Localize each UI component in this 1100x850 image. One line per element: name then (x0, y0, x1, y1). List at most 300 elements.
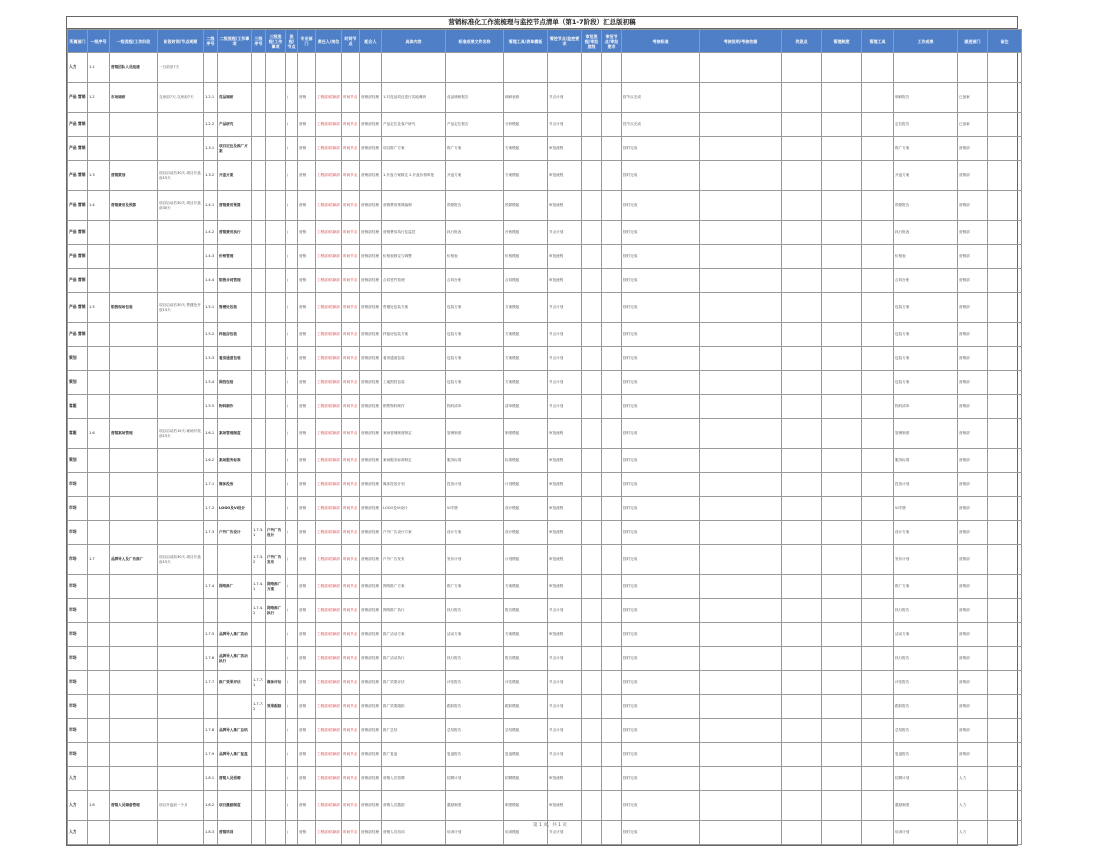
table-cell (602, 647, 622, 671)
table-cell (286, 53, 298, 83)
table-cell (988, 497, 1022, 521)
table-cell: 品牌导入及广告推广 (110, 545, 158, 575)
table-cell: 设计模板 (504, 497, 548, 521)
table-cell (582, 545, 602, 575)
table-cell: 营销 (298, 791, 316, 821)
table-cell: 激励制度 (446, 791, 504, 821)
table-cell: 营销部 (958, 293, 988, 323)
table-cell: 营销部经理 (360, 521, 382, 545)
table-cell (582, 473, 602, 497)
table-cell (602, 323, 622, 347)
table-cell: / (286, 419, 298, 449)
table-cell (266, 161, 286, 191)
table-cell (862, 419, 894, 449)
table-cell: 营销部 (958, 695, 988, 719)
table-cell (782, 719, 822, 743)
table-cell: 1.7.2 (204, 497, 218, 521)
table-cell (782, 371, 822, 395)
table-cell (218, 545, 252, 575)
table-cell (158, 767, 204, 791)
table-cell: 营销部经理 (360, 323, 382, 347)
table-cell (862, 743, 894, 767)
table-cell: 产品研究 (218, 113, 252, 137)
table-cell: 制度模板 (504, 419, 548, 449)
table-cell (862, 83, 894, 113)
table-cell (266, 623, 286, 647)
table-cell: 看房通道包装 (382, 347, 446, 371)
table-cell (988, 743, 1022, 767)
table-cell: 策划 (68, 449, 88, 473)
table-cell: 营销 (298, 821, 316, 845)
table-cell: 1.对竞品项目进行实地调研 (382, 83, 446, 113)
table-cell: VI手册 (894, 497, 958, 521)
table-cell: 按时完成 (622, 791, 700, 821)
table-cell: 人力 (68, 767, 88, 791)
table-cell: 包装方案 (894, 347, 958, 371)
table-cell (602, 137, 622, 161)
table-cell: 产品 营销 (68, 293, 88, 323)
table-cell: 培训计划 (446, 821, 504, 845)
table-cell (548, 53, 582, 83)
table-cell (700, 269, 782, 293)
table-cell: 市场 (68, 497, 88, 521)
table-cell: 时间节点 (342, 395, 360, 419)
table-cell: 营销 (298, 671, 316, 695)
table-cell (822, 161, 862, 191)
table-cell: 投放计划 (894, 473, 958, 497)
table-cell: 活动方案 (894, 623, 958, 647)
table-cell: 一日前至7天 (158, 53, 204, 83)
table-cell (862, 221, 894, 245)
table-cell: 媒体评估 (266, 671, 286, 695)
table-cell: 预算报告 (894, 191, 958, 221)
table-cell (158, 449, 204, 473)
table-cell (582, 419, 602, 449)
table-cell (862, 719, 894, 743)
table-cell: 营销部 (958, 743, 988, 767)
table-cell: 工程部/招商部 (316, 83, 342, 113)
table-cell: 客服 (68, 395, 88, 419)
table-cell: 营销部 (958, 575, 988, 599)
table-cell (88, 371, 110, 395)
table-cell (582, 719, 602, 743)
table-cell (700, 599, 782, 623)
table-cell (582, 575, 602, 599)
table-cell: 按时完成 (622, 719, 700, 743)
table-cell: 营销部经理 (360, 821, 382, 845)
table-cell (158, 671, 204, 695)
table-cell (266, 767, 286, 791)
table-cell: 品牌导入推广总结 (218, 719, 252, 743)
table-row (68, 695, 1022, 719)
table-cell: 1.1 (88, 53, 110, 83)
column-header: 审批流程/审批层级 (582, 30, 602, 53)
table-cell: 营销 (298, 767, 316, 791)
table-cell: / (286, 245, 298, 269)
table-cell: 按时完成 (622, 191, 700, 221)
table-cell (602, 743, 622, 767)
table-cell: 合同台账 (894, 269, 958, 293)
table-cell (700, 53, 782, 83)
table-cell (88, 473, 110, 497)
table-cell: 效果跟踪 (266, 695, 286, 719)
table-cell: 时间节点 (342, 137, 360, 161)
table-cell (862, 497, 894, 521)
table-cell: 项目定位及推广方案 (218, 137, 252, 161)
table-cell: 营销 (298, 719, 316, 743)
table-cell (204, 695, 218, 719)
table-cell (582, 371, 602, 395)
table-cell: / (286, 323, 298, 347)
table-cell (822, 323, 862, 347)
table-cell (782, 449, 822, 473)
table-cell (266, 647, 286, 671)
table-cell: / (286, 791, 298, 821)
table-cell: 推广方案 (446, 575, 504, 599)
table-cell (862, 191, 894, 221)
table-cell (822, 545, 862, 575)
table-cell: 营销 (298, 137, 316, 161)
table-cell: 产品定位及客户研究 (382, 113, 446, 137)
table-cell: 人力 (958, 767, 988, 791)
table-cell: 售楼处包装 (218, 293, 252, 323)
column-header: 考核标准 (622, 30, 700, 53)
table-cell (582, 497, 602, 521)
table-cell: 营销费用执行及监控 (382, 221, 446, 245)
table-cell: / (286, 83, 298, 113)
table-cell: 投放计划 (446, 473, 504, 497)
table-cell (88, 269, 110, 293)
table-cell: / (286, 767, 298, 791)
table-cell: 执行报表 (446, 221, 504, 245)
table-cell (110, 743, 158, 767)
table-cell (700, 371, 782, 395)
table-cell: 工程部/招商部 (316, 767, 342, 791)
column-header: 标准成果文件名称 (446, 30, 504, 53)
table-cell (822, 191, 862, 221)
table-cell: 节点计划 (548, 83, 582, 113)
table-cell: 节点计划 (548, 395, 582, 419)
table-cell: 审批流程 (548, 269, 582, 293)
table-cell (782, 695, 822, 719)
table-cell (602, 245, 622, 269)
table-cell: 招聘模板 (504, 767, 548, 791)
table-cell: 时间节点 (342, 293, 360, 323)
table-cell: 时间节点 (342, 347, 360, 371)
table-cell: 户外广告设计方案 (382, 521, 446, 545)
table-cell: 合同模板 (504, 269, 548, 293)
table-cell: 营销部 (958, 137, 988, 161)
table-cell (602, 719, 622, 743)
table-cell: 1.8.2 (204, 791, 218, 821)
table-cell: 工程部/招商部 (316, 575, 342, 599)
table-cell (988, 545, 1022, 575)
table-cell (582, 647, 602, 671)
table-cell: 审批流程 (548, 473, 582, 497)
table-cell: 营销部经理 (360, 647, 382, 671)
table-cell: 报告模板 (504, 599, 548, 623)
table-cell (988, 113, 1022, 137)
table-cell (88, 245, 110, 269)
table-cell: 按时完成 (622, 161, 700, 191)
table-cell (988, 395, 1022, 419)
table-cell (822, 575, 862, 599)
table-cell (822, 767, 862, 791)
table-cell (110, 599, 158, 623)
table-cell: 执行报表 (894, 221, 958, 245)
table-cell (822, 449, 862, 473)
table-cell (158, 323, 204, 347)
table-cell (700, 395, 782, 419)
table-cell: 1.6.1 (204, 419, 218, 449)
table-cell (602, 521, 622, 545)
table-cell (602, 395, 622, 419)
table-cell: 复盘报告 (446, 743, 504, 767)
table-cell (988, 719, 1022, 743)
table-cell: 1.5.5 (204, 395, 218, 419)
table-cell: 1.7 (88, 545, 110, 575)
table-cell (252, 449, 266, 473)
table-cell: 按时完成 (622, 473, 700, 497)
table-cell: 节点计划 (548, 647, 582, 671)
column-header: 管理工具 (862, 30, 894, 53)
table-cell: 1.7.3.1 (252, 521, 266, 545)
table-cell: 营销 (298, 521, 316, 545)
table-cell (204, 599, 218, 623)
table-cell: 按时完成 (622, 767, 700, 791)
table-cell (782, 323, 822, 347)
table-cell (782, 221, 822, 245)
table-cell (700, 695, 782, 719)
table-cell: 审批流程 (548, 521, 582, 545)
table-cell (252, 269, 266, 293)
table-cell: 评估报告 (894, 671, 958, 695)
table-cell: 节点计划 (548, 113, 582, 137)
table-cell (700, 161, 782, 191)
table-cell: 人力 (958, 821, 988, 845)
table-cell (252, 371, 266, 395)
table-cell: 时间节点 (342, 473, 360, 497)
table-cell: 营销 (298, 695, 316, 719)
table-cell: 营销部 (958, 719, 988, 743)
table-cell: 1.8.3 (204, 821, 218, 845)
table-cell (862, 521, 894, 545)
table-cell: 案场服务标准 (218, 449, 252, 473)
table-cell: 按节点完成 (622, 83, 700, 113)
table-cell (988, 191, 1022, 221)
table-cell: 价格管理 (218, 245, 252, 269)
table-cell: 1.8 (88, 791, 110, 821)
table-cell: / (286, 347, 298, 371)
table-cell (582, 113, 602, 137)
table-row (68, 647, 1022, 671)
table-cell: 1.7.7.1 (252, 671, 266, 695)
table-cell (822, 719, 862, 743)
table-cell (110, 671, 158, 695)
table-cell (110, 323, 158, 347)
table-cell: 营销部 (958, 347, 988, 371)
table-cell (700, 575, 782, 599)
table-row (68, 743, 1022, 767)
column-header: 三级序号 (252, 30, 266, 53)
table-cell: 价格表 (894, 245, 958, 269)
table-row (68, 191, 1022, 221)
table-cell: 营销部经理 (360, 545, 382, 575)
table-cell: 1.5 (88, 293, 110, 323)
table-cell: 1.2 (88, 83, 110, 113)
table-cell: 市场 (68, 545, 88, 575)
table-cell (782, 575, 822, 599)
table-cell (252, 791, 266, 821)
table-cell (602, 767, 622, 791)
table-cell (782, 647, 822, 671)
table-cell (988, 419, 1022, 449)
table-row (68, 371, 1022, 395)
table-cell: 市场 (68, 521, 88, 545)
workflow-sheet (66, 16, 1018, 846)
table-cell: 工程部/招商部 (316, 695, 342, 719)
table-cell: / (286, 191, 298, 221)
table-cell: 工程部/招商部 (316, 293, 342, 323)
table-cell (782, 269, 822, 293)
table-cell (218, 695, 252, 719)
table-cell: 方案模板 (504, 137, 548, 161)
table-cell: 产品 营销 (68, 323, 88, 347)
table-cell (602, 269, 622, 293)
table-cell (862, 269, 894, 293)
table-cell: 推广方案 (894, 575, 958, 599)
table-cell: 1.4.4 (204, 269, 218, 293)
table-cell: 市场 (68, 575, 88, 599)
table-cell: 审批流程 (548, 497, 582, 521)
table-cell (252, 137, 266, 161)
table-cell: 市场 (68, 473, 88, 497)
table-cell: 人力 (68, 791, 88, 821)
table-cell: 市场 (68, 719, 88, 743)
table-cell (988, 221, 1022, 245)
table-cell: 包装方案 (894, 323, 958, 347)
table-cell (700, 137, 782, 161)
table-cell (88, 599, 110, 623)
table-cell (582, 293, 602, 323)
table-cell: 户外广告发布 (266, 545, 286, 575)
table-cell (782, 671, 822, 695)
table-cell (602, 623, 622, 647)
table-cell: 审批流程 (548, 191, 582, 221)
table-cell (110, 221, 158, 245)
table-cell (988, 137, 1022, 161)
table-cell: 活动方案 (446, 623, 504, 647)
table-cell: 营销部 (958, 521, 988, 545)
table-cell (782, 347, 822, 371)
table-cell (700, 767, 782, 791)
table-cell (602, 497, 622, 521)
table-cell: 定位报告 (894, 113, 958, 137)
column-header: 管控节点/监控要求 (548, 30, 582, 53)
table-cell (158, 137, 204, 161)
table-cell (862, 53, 894, 83)
table-cell: 按时完成 (622, 137, 700, 161)
table-cell: 1.3.1 (204, 137, 218, 161)
table-cell: 营销人员培训 (382, 821, 446, 845)
table-cell: 1.7.7.2 (252, 695, 266, 719)
table-cell: 培训计划 (894, 821, 958, 845)
table-cell: 服务标准 (446, 449, 504, 473)
table-cell: 户外广告设计 (266, 521, 286, 545)
table-cell: 推广方案 (894, 137, 958, 161)
table-cell: 营销部经理 (360, 671, 382, 695)
table-cell: 营销人员储备管理 (110, 791, 158, 821)
table-cell: 产品 营销 (68, 245, 88, 269)
table-cell: / (286, 269, 298, 293)
table-cell: 1.7.4.2 (252, 599, 266, 623)
table-cell: 方案模板 (504, 575, 548, 599)
table-cell: 1.7.4.1 (252, 575, 266, 599)
table-cell: 售楼处包装方案 (382, 293, 446, 323)
table-cell (158, 575, 204, 599)
column-header: 时间节点 (342, 30, 360, 53)
table-cell: 项目激励制度 (218, 791, 252, 821)
table-cell (782, 113, 822, 137)
table-cell: 营销部 (958, 323, 988, 347)
table-cell (862, 575, 894, 599)
table-cell (822, 83, 862, 113)
table-cell (822, 599, 862, 623)
table-cell (602, 419, 622, 449)
table-cell: 推广效果评估 (218, 671, 252, 695)
table-cell: 工程部/招商部 (316, 191, 342, 221)
table-cell (252, 53, 266, 83)
table-cell (158, 623, 204, 647)
table-cell: 时间节点 (342, 221, 360, 245)
table-cell (862, 545, 894, 575)
table-cell (602, 53, 622, 83)
table-cell: 工程部/招商部 (316, 245, 342, 269)
table-cell: 项目推广方案 (382, 137, 446, 161)
table-cell: 营销 (298, 113, 316, 137)
table-cell: 营销费用预算编制 (382, 191, 446, 221)
table-cell (822, 419, 862, 449)
table-row (68, 671, 1022, 695)
table-cell: 时间节点 (342, 821, 360, 845)
table-cell: / (286, 671, 298, 695)
table-cell: 营销 (298, 323, 316, 347)
table-cell: 开盘方案 (446, 161, 504, 191)
table-cell (862, 767, 894, 791)
table-cell: 物料清单 (446, 395, 504, 419)
table-cell (110, 395, 158, 419)
table-row (68, 575, 1022, 599)
table-cell (266, 323, 286, 347)
table-cell: 营销 (298, 221, 316, 245)
table-cell (958, 53, 988, 83)
table-cell: 产品 营销 (68, 191, 88, 221)
table-cell: 营销部 (958, 161, 988, 191)
table-cell (988, 323, 1022, 347)
table-cell: 按时完成 (622, 269, 700, 293)
table-cell (862, 161, 894, 191)
table-row (68, 497, 1022, 521)
column-header: 所属部门 (68, 30, 88, 53)
table-cell: 项目启动后30天-售楼处开放15天 (158, 293, 204, 323)
table-cell (988, 599, 1022, 623)
table-cell: 按时完成 (622, 371, 700, 395)
table-cell (158, 269, 204, 293)
table-cell: 节点计划 (548, 347, 582, 371)
table-cell (822, 269, 862, 293)
table-cell (88, 323, 110, 347)
table-cell (822, 521, 862, 545)
